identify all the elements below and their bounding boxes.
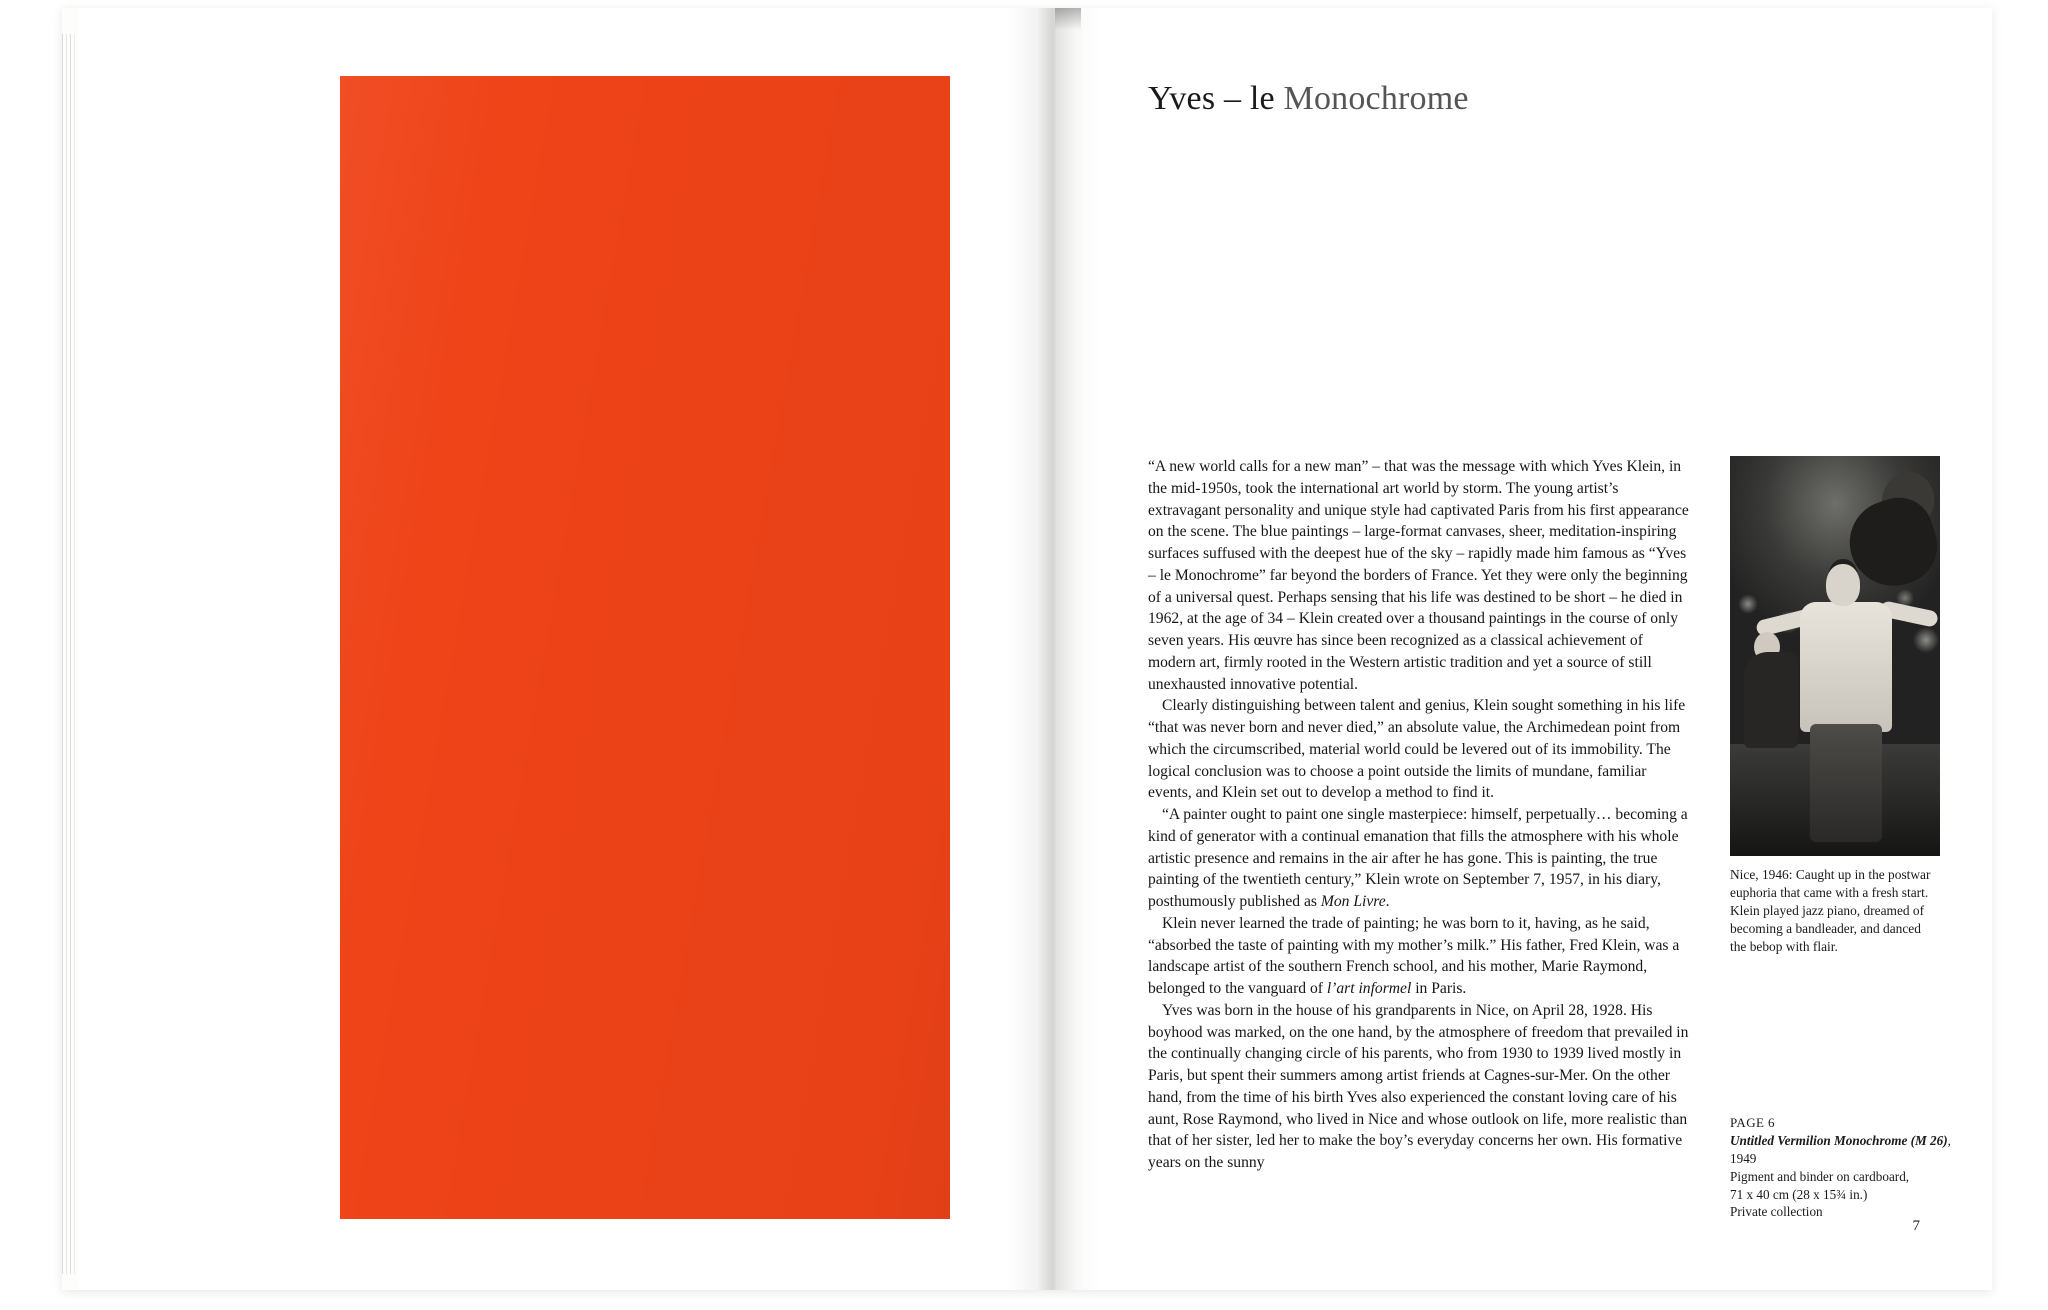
book-gutter-top-notch (1055, 8, 1081, 30)
credit-page-ref: PAGE 6 (1730, 1115, 1775, 1130)
photo-dancer-legs (1810, 724, 1882, 842)
figure-caption: Nice, 1946: Caught up in the postwar euphoria that came with a fresh start. Klein played jazz piano, dreamed of becoming a bandleader, and danced the bebop with flair. (1730, 867, 1931, 954)
chapter-title-second: Monochrome (1283, 80, 1469, 117)
paragraph: Klein never learned the trade of painting; he was born to it, having, as he said, “absorbed the taste of painting with my mother’s milk.” His father, Fred Klein, was a landscape artist of the southern French school, and his mother, Marie Raymond, belonged to the vanguard of l’art informel in Paris. (1148, 914, 1680, 997)
credit-medium: Pigment and binder on cardboard, (1730, 1168, 1910, 1184)
credit-year: , 1949 (1730, 1132, 1951, 1166)
page-edge (70, 34, 71, 1274)
page-edge (62, 34, 63, 1274)
plate-surface-sheen (340, 76, 950, 1219)
page-edge (74, 34, 75, 1274)
photo-dancer-body (1800, 602, 1892, 732)
credit-work-title: Untitled Vermilion Monochrome (M 26) (1730, 1132, 1948, 1148)
chapter-title-first: Yves – le (1148, 80, 1284, 117)
paragraph: Yves was born in the house of his grandparents in Nice, on April 28, 1928. His boyhood was marked, on the one hand, by the atmosphere of freedom that prevailed in the continually changing circle of his parents, who from 1930 to 1939 lived mostly in Paris, but spent their summers among artist friends at Cagnes-sur-Mer. On the other hand, from the time of his birth Yves also experienced the constant loving care of his aunt, Rose Raymond, who lived in Nice and whose outlook on life, more realistic than that of her sister, led her to make the boy’s everyday concerns her own. His formative years on the sunny (1148, 1001, 1689, 1171)
left-page (78, 8, 1038, 1290)
credit-title-line (1730, 1132, 1980, 1168)
page-edge (66, 34, 67, 1274)
body-text (1148, 456, 1693, 1174)
credit-dimensions: 71 x 40 cm (28 x 15¾ in.) (1730, 1186, 1868, 1202)
photo-bystander (1744, 652, 1798, 748)
paragraph: Clearly distinguishing between talent and genius, Klein sought something in his life “that was never born and never died,” an absolute value, the Archimedean point from which the circumscribed, material world could be levered out of its immobility. The logical conclusion was to choose a point outside the limits of mundane, familiar events, and Klein set out to develop a method to find it. (1148, 697, 1686, 802)
paragraph: “A painter ought to paint one single masterpiece: himself, perpetually… becoming a kind of generator with a continual emanation that fills the atmosphere with his whole artistic presence and remains in the air after he has gone. This is painting, the true painting of the twentieth century,” Klein wrote on September 7, 1957, in his diary, posthumously published as Mon Livre. (1148, 806, 1688, 910)
page-title (1148, 80, 1469, 118)
figure (1730, 456, 1940, 956)
photograph-nice-1946 (1730, 456, 1940, 856)
plate-credit (1730, 1114, 1980, 1221)
vermilion-monochrome-plate (340, 76, 950, 1219)
credit-collection: Private collection (1730, 1204, 1823, 1220)
page-number: 7 (1912, 1218, 1920, 1234)
photo-dancer-head (1826, 564, 1860, 606)
paragraph: “A new world calls for a new man” – that was the message with which Yves Klein, in the mid-1950s, took the international art world by storm. The young artist’s extravagant personality and unique style had captivated Paris from his first appearance on the scene. The blue paintings – large-format canvases, sheer, meditation-inspiring surfaces suffused with the deepest hue of the sky – rapidly made him famous as “Yves – le Monochrome” far beyond the borders of France. Yet they were only the beginning of a universal quest. Perhaps sensing that his life was destined to be short – he died in 1962, at the age of 34 – Klein created over a thousand paintings in the course of only seven years. His œuvre has since been recognized as a classical achievement of modern art, firmly rooted in the Western artistic tradition and yet a source of still unexhausted innovative potential. (1148, 458, 1689, 693)
open-book (62, 8, 1992, 1290)
right-page (1082, 8, 1992, 1290)
